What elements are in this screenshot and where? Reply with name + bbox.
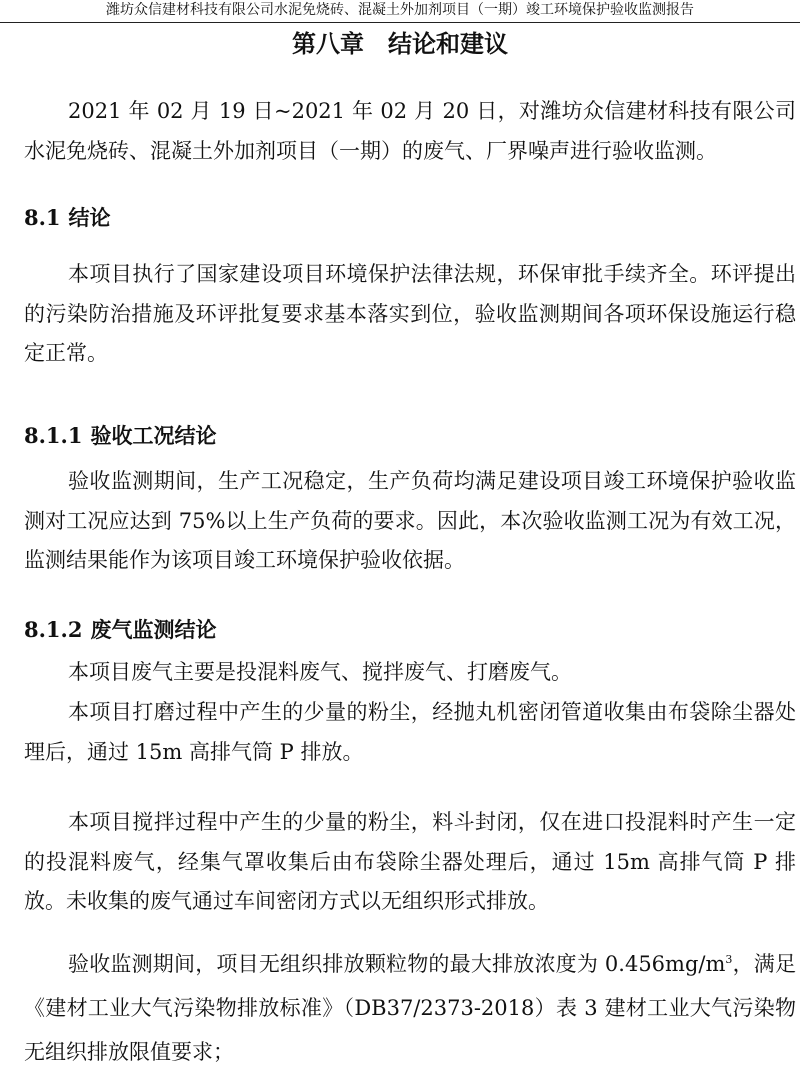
header-divider [0, 22, 800, 23]
section-number: 8.1.2 [24, 617, 83, 642]
section-8-1-2-paragraph-3: 本项目搅拌过程中产生的少量的粉尘，料斗封闭，仅在进口投混料时产生一定的投混料废气，经集气罩收集后由布袋除尘器处理后，通过 15m 高排气筒 P 排放。未收集的废气通过车间密闭方式以无组织形式排放。 [24, 810, 796, 913]
section-8-1-1-heading [24, 421, 784, 451]
section-title: 验收工况结论 [90, 423, 217, 448]
section-8-1-paragraph: 本项目执行了国家建设项目环境保护法律法规，环保审批手续齐全。环评提出的污染防治措施及环评批复要求基本落实到位，验收监测期间各项环保设施运行稳定正常。 [24, 262, 796, 365]
section-title: 废气监测结论 [90, 617, 217, 642]
section-title: 结论 [68, 205, 111, 230]
section-number: 8.1 [24, 205, 61, 230]
emission-text-after: ，满足《建材工业大气污染物排放标准》（DB37/2373-2018）表 3 建材工业大气污染物无组织排放限值要求； [24, 952, 796, 1064]
section-8-1-2-paragraph-1: 本项目废气主要是投混料废气、搅拌废气、打磨废气。 [68, 660, 572, 684]
section-8-1-2-heading [24, 615, 784, 645]
page-header: 潍坊众信建材科技有限公司水泥免烧砖、混凝土外加剂项目（一期）竣工环境保护验收监测报告 [106, 2, 694, 18]
section-8-1-1-paragraph: 验收监测期间，生产工况稳定，生产负荷均满足建设项目竣工环境保护验收监测对工况应达到 75%以上生产负荷的要求。因此，本次验收监测工况为有效工况，监测结果能作为该项目竣工环境保护验收依据。 [24, 469, 796, 572]
intro-paragraph: 2021 年 02 月 19 日~2021 年 02 月 20 日，对潍坊众信建材科技有限公司水泥免烧砖、混凝土外加剂项目（一期）的废气、厂界噪声进行验收监测。 [24, 99, 796, 163]
section-8-1-2-paragraph-2: 本项目打磨过程中产生的少量的粉尘，经抛丸机密闭管道收集由布袋除尘器处理后，通过 15m 高排气筒 P 排放。 [24, 700, 796, 764]
emission-text-before: 验收监测期间，项目无组织排放颗粒物的最大排放浓度为 0.456mg/m [68, 952, 726, 976]
chapter-title: 第八章 结论和建议 [292, 29, 508, 58]
section-8-1-2-paragraph-4 [24, 942, 796, 1074]
unit-superscript: 3 [725, 953, 733, 966]
section-number: 8.1.1 [24, 423, 83, 448]
section-8-1-heading [24, 203, 784, 233]
